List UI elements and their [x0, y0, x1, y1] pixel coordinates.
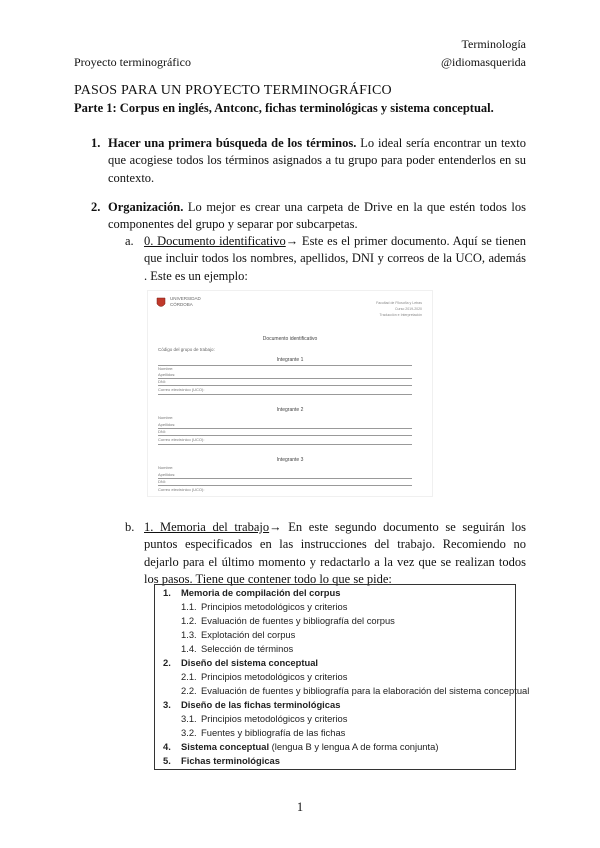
subitem-a-paragraph — [144, 233, 526, 285]
identification-document-image — [147, 290, 433, 497]
subitem-b-text: → En este segundo documento se seguirán los puntos especificados en las instrucciones del trabajo. Recomiendo no dejarlo para el último momento y redactarlo a la vez que se realizan todos los pasos. Tiene que contener todo lo que se pide: — [144, 520, 526, 586]
member-3-dni: DNI: — [158, 479, 166, 484]
member-1-title: Integrante 1 — [276, 357, 304, 363]
university-logo-icon — [156, 297, 166, 309]
member-1-line-2 — [158, 378, 412, 379]
member-3-surname: Apellidos: — [158, 472, 176, 477]
memoria-contents-box: 1. Memoria de compilación del corpus 1.1. Principios metodológicos y criterios 1.2. Evaluación de fuentes y bibliografía del corpus 1.3. Explotación del corpus 1.4. Selección de términos 2. Diseño del sistema conceptual 2.1. Principios metodológicos y criterios 2.2. Evaluación de fuentes y bibliografía para la elaboración del sistema conceptual 3. Diseño de las fichas terminológicas 3.1. Principios metodológicos y criterios 3.2. Fuentes y bibliografía de las fichas 4. Sistema conceptual (lengua B y lengua A de forma conjunta) 5. Fichas terminológicas — [154, 584, 516, 770]
member-1-dni: DNI: — [158, 379, 166, 384]
item-1-paragraph — [108, 135, 526, 187]
member-2-line — [158, 428, 412, 429]
member-2-dni: DNI: — [158, 429, 166, 434]
member-3-line — [158, 478, 412, 479]
item-1-text: Lo ideal sería encontrar un texto que acogiese todos los términos asignados a tu grupo para poder entenderlos en su contexto. — [108, 136, 526, 185]
member-3-title: Integrante 3 — [276, 457, 304, 463]
subitem-a-text: → Este es el primer documento. Aquí se tienen que incluir todos los nombres, apellidos, DNI y correos de la UCO, además . Este es un ejemplo: — [144, 234, 526, 283]
page-number: 1 — [296, 800, 304, 814]
doc-header-line-2: Curso 2019-2020 — [394, 307, 422, 311]
member-1-surname: Apellidos: — [158, 372, 176, 377]
subitem-a-letter: a. — [125, 234, 134, 248]
header-handle: @idiomasquerida — [440, 55, 526, 69]
member-3-email: Correo electrónico (UCO): — [158, 487, 205, 492]
member-1-email: Correo electrónico (UCO): — [158, 387, 205, 392]
header-subject: Terminología — [461, 37, 526, 51]
header-project: Proyecto terminográfico — [74, 55, 191, 69]
member-1-line-4 — [158, 394, 412, 395]
member-2-email: Correo electrónico (UCO): — [158, 437, 205, 442]
doc-title: Documento identificativo — [262, 336, 318, 342]
member-2-surname: Apellidos: — [158, 422, 176, 427]
item-2-paragraph — [108, 199, 526, 234]
doc-header-line-1: Facultad de Filosofía y Letras — [376, 301, 422, 305]
item-2-number: 2. — [91, 200, 101, 214]
doc-header-line-3: Traducción e Interpretación — [379, 313, 422, 317]
member-3-line-2 — [158, 485, 412, 486]
subitem-a-link: 0. Documento identificativo — [144, 234, 286, 248]
subitem-b-link: 1. Memoria del trabajo — [144, 520, 270, 534]
subitem-b-paragraph — [144, 519, 526, 588]
item-2-text: Lo mejor es crear una carpeta de Drive en la que estén todos los componentes del grupo y separar por subcarpetas. — [108, 200, 526, 232]
member-1-line — [158, 365, 412, 366]
document-title: PASOS PARA UN PROYECTO TERMINOGRÁFICO — [74, 83, 392, 98]
document-subtitle: Parte 1: Corpus en inglés, Antconc, fichas terminológicas y sistema conceptual. — [74, 101, 494, 115]
member-1-line-3 — [158, 385, 412, 386]
member-2-line-3 — [158, 444, 412, 445]
member-2-line-2 — [158, 435, 412, 436]
subitem-b-letter: b. — [125, 520, 135, 534]
group-code-label: Código del grupo de trabajo: — [158, 347, 215, 352]
item-2-heading: Organización. — [108, 200, 184, 214]
member-1-name: Nombre: — [158, 366, 174, 371]
member-3-name: Nombre: — [158, 465, 174, 470]
item-1-heading: Hacer una primera búsqueda de los términos. — [108, 136, 357, 150]
member-2-title: Integrante 2 — [276, 407, 304, 413]
member-2-name: Nombre: — [158, 415, 174, 420]
logo-text: UNIVERSIDAD CÓRDOBA — [170, 296, 201, 307]
item-1-number: 1. — [91, 136, 101, 150]
